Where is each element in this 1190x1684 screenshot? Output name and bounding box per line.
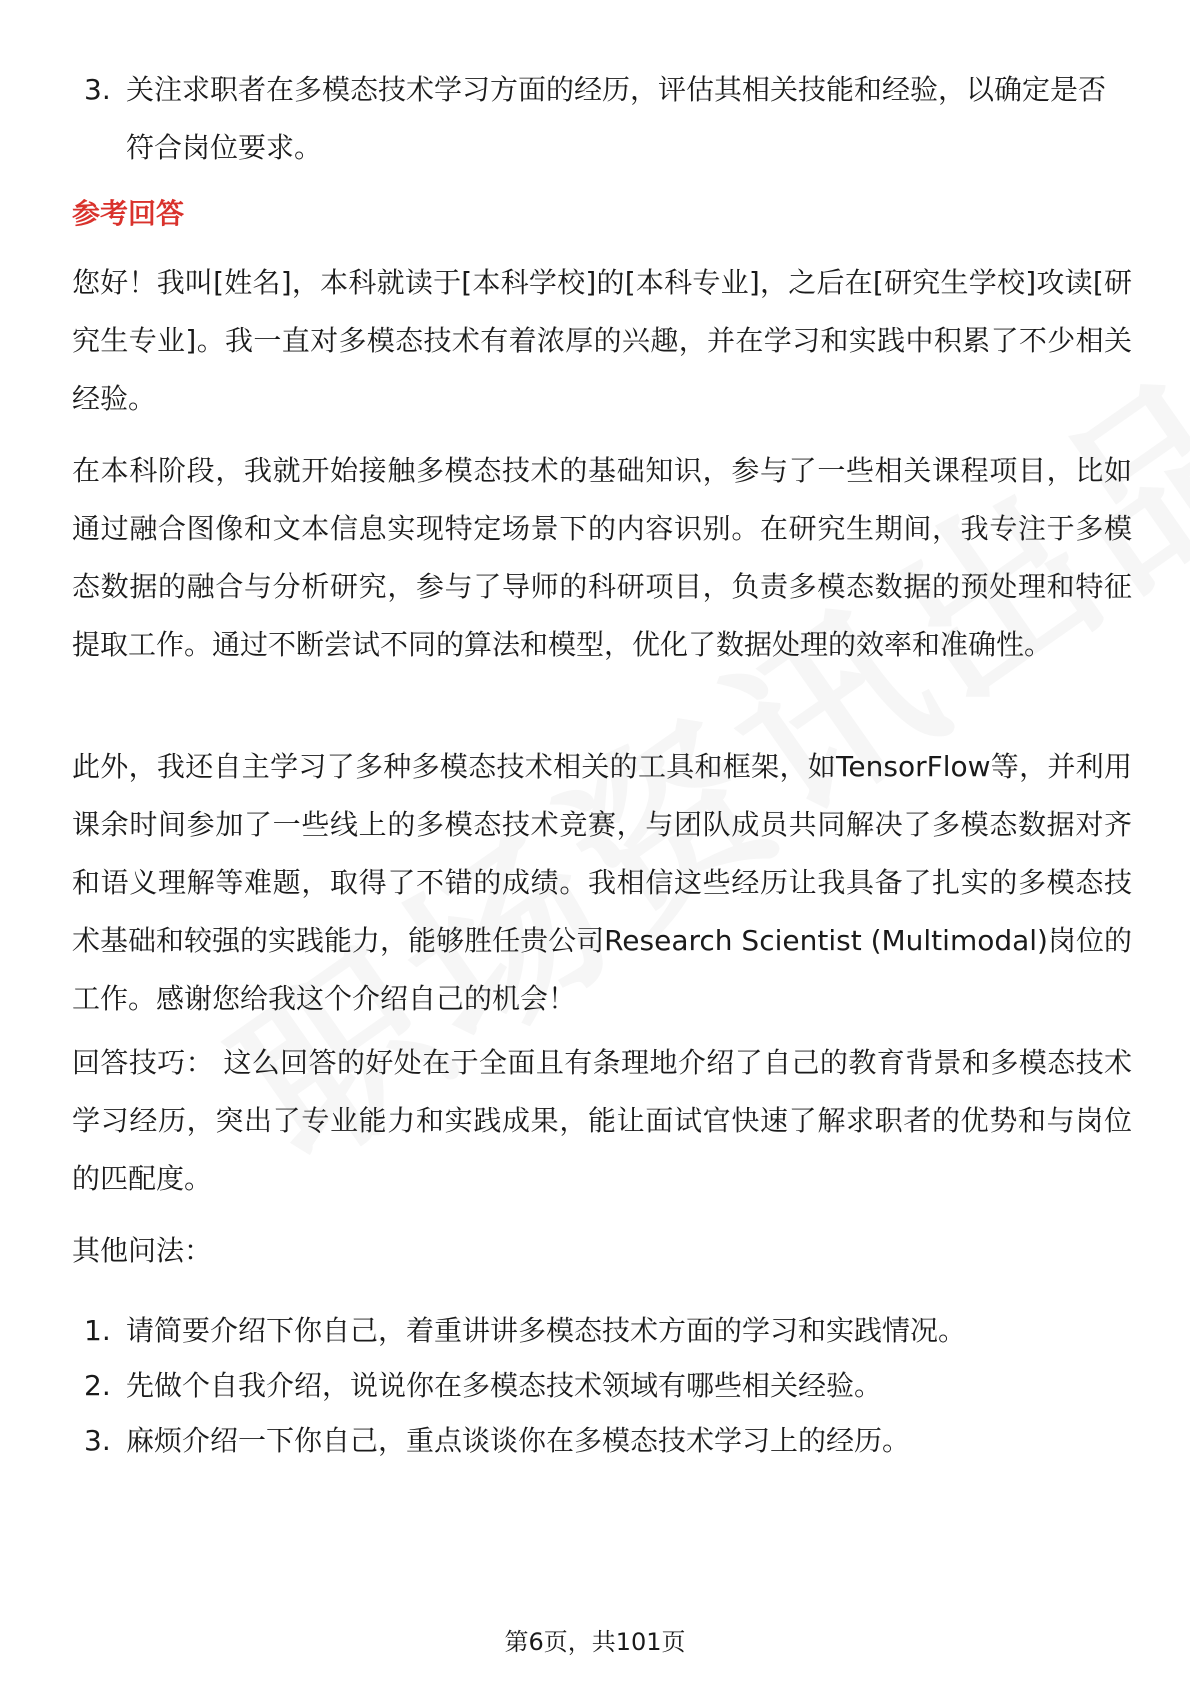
other-question-item — [72, 1366, 1132, 1406]
list-text: 先做个自我介绍，说说你在多模态技术领域有哪些相关经验。 — [126, 1369, 883, 1402]
page-footer: 第6页，共101页 — [504, 1628, 686, 1656]
list-number: 3. — [84, 73, 111, 106]
list-number: 3. — [84, 1424, 111, 1457]
answer-paragraph-experience: 在本科阶段，我就开始接触多模态技术的基础知识，参与了一些相关课程项目，比如通过融合图像和文本信息实现特定场景下的内容识别。在研究生期间，我专注于多模态数据的融合与分析研究，参与了导师的科研项目，负责多模态数据的预处理和特征提取工作。通过不断尝试不同的算法和模型，优化了数据处理的效率和准确性。 — [72, 454, 1132, 661]
list-number: 1. — [84, 1314, 111, 1347]
list-text: 麻烦介绍一下你自己，重点谈谈你在多模态技术学习上的经历。 — [126, 1424, 911, 1457]
other-question-item — [72, 1311, 1132, 1351]
answer-paragraph-intro: 您好！我叫[姓名]，本科就读于[本科学校]的[本科专业]，之后在[研究生学校]攻读[研究生专业]。我一直对多模态技术有着浓厚的兴趣，并在学习和实践中积累了不少相关经验。 — [72, 266, 1132, 415]
list-number: 2. — [84, 1369, 111, 1402]
other-questions-heading: 其他问法： — [72, 1234, 213, 1267]
other-question-item — [72, 1421, 1132, 1461]
list-text: 关注求职者在多模态技术学习方面的经历，评估其相关技能和经验，以确定是否符合岗位要求。 — [126, 73, 1107, 164]
reference-answer-heading: 参考回答 — [72, 197, 185, 230]
evaluation-point-3 — [72, 61, 1132, 177]
list-text: 请简要介绍下你自己，着重讲讲多模态技术方面的学习和实践情况。 — [126, 1314, 967, 1347]
answer-paragraph-skills: 此外，我还自主学习了多种多模态技术相关的工具和框架，如TensorFlow等，并利用课余时间参加了一些线上的多模态技术竞赛，与团队成员共同解决了多模态数据对齐和语义理解等难题，取得了不错的成绩。我相信这些经历让我具备了扎实的多模态技术基础和较强的实践能力，能够胜任贵公司Research Scientist (Multimodal)岗位的工作。感谢您给我这个介绍自己的机会！ — [72, 750, 1132, 1015]
answer-tips-paragraph: 回答技巧： 这么回答的好处在于全面且有条理地介绍了自己的教育背景和多模态技术学习经历，突出了专业能力和实践成果，能让面试官快速了解求职者的优势和与岗位的匹配度。 — [72, 1046, 1132, 1195]
